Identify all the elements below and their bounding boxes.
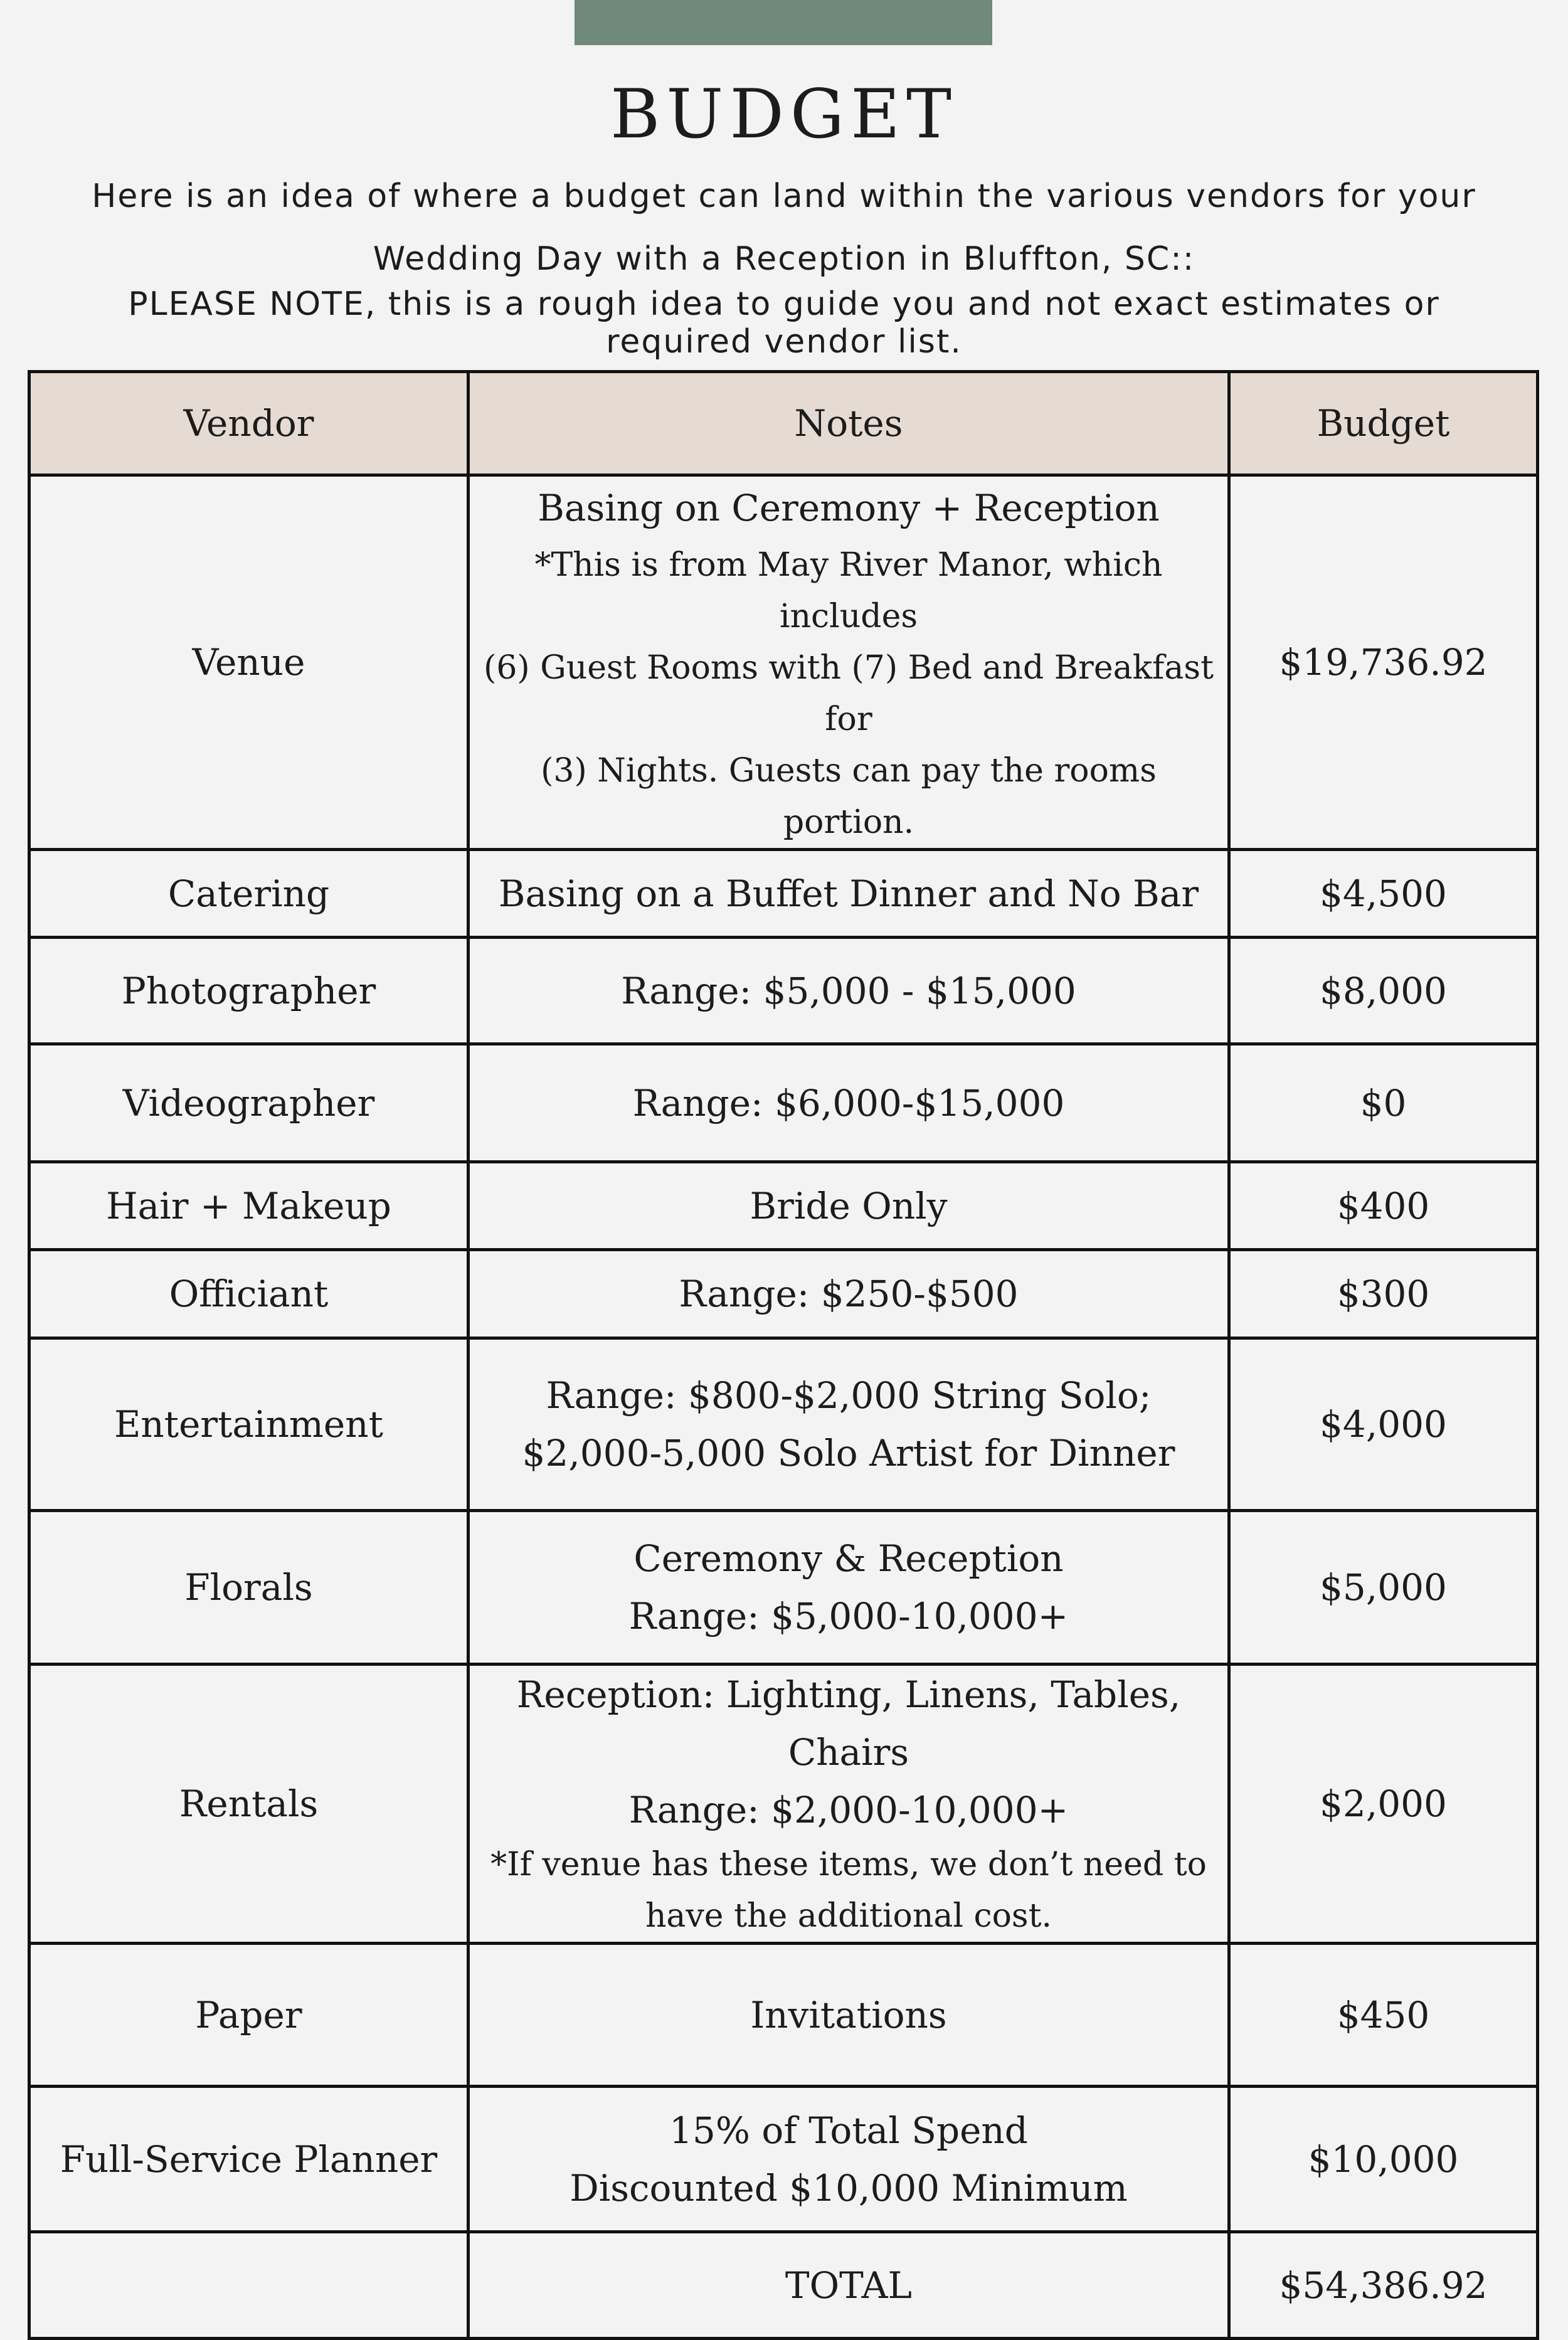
vendor-cell: Paper [29, 1944, 469, 2087]
budget-cell: $5,000 [1229, 1511, 1538, 1665]
budget-cell: $2,000 [1229, 1665, 1538, 1944]
vendor-cell: Hair + Makeup [29, 1162, 469, 1250]
vendor-cell: Officiant [29, 1250, 469, 1338]
vendor-cell: Photographer [29, 938, 469, 1044]
notes-main: Range: $800-$2,000 String Solo; [546, 1374, 1152, 1417]
table-row [29, 1044, 1538, 1162]
notes-cell [469, 1665, 1229, 1944]
notes-detail: (3) Nights. Guests can pay the rooms portion. [541, 752, 1157, 841]
table-row [29, 2087, 1538, 2232]
total-value: $54,386.92 [1229, 2232, 1538, 2339]
total-label: TOTAL [469, 2232, 1229, 2339]
notes-main: Basing on Ceremony + Reception [538, 487, 1160, 529]
table-row [29, 850, 1538, 938]
notes-secondary: Range: $5,000-10,000+ [628, 1595, 1069, 1638]
notes-cell [469, 2087, 1229, 2232]
budget-cell: $10,000 [1229, 2087, 1538, 2232]
table-row [29, 1511, 1538, 1665]
table-row [29, 938, 1538, 1044]
vendor-cell: Venue [29, 475, 469, 850]
table-row [29, 475, 1538, 850]
notes-cell: Basing on a Buffet Dinner and No Bar [469, 850, 1229, 938]
total-empty-cell [29, 2232, 469, 2339]
vendor-cell: Entertainment [29, 1338, 469, 1511]
intro-text-line-2: Wedding Day with a Reception in Bluffton, SC:: [373, 240, 1195, 278]
page-title: BUDGET [610, 75, 958, 154]
budget-cell: $8,000 [1229, 938, 1538, 1044]
table-row [29, 1665, 1538, 1944]
budget-cell: $19,736.92 [1229, 475, 1538, 850]
notes-cell: Range: $5,000 - $15,000 [469, 938, 1229, 1044]
notes-main: Ceremony & Reception [633, 1537, 1064, 1580]
budget-cell: $4,500 [1229, 850, 1538, 938]
vendor-cell: Videographer [29, 1044, 469, 1162]
notes-cell [469, 1338, 1229, 1511]
notes-secondary: $2,000-5,000 Solo Artist for Dinner [522, 1432, 1175, 1474]
table-row [29, 1162, 1538, 1250]
column-header-budget: Budget [1229, 372, 1538, 475]
notes-cell: Range: $250-$500 [469, 1250, 1229, 1338]
notes-cell [469, 1511, 1229, 1665]
notes-cell [469, 475, 1229, 850]
disclaimer-note: PLEASE NOTE, this is a rough idea to guide you and not exact estimates or required vendor list. [128, 285, 1440, 361]
budget-cell: $4,000 [1229, 1338, 1538, 1511]
table-row [29, 1944, 1538, 2087]
notes-detail: *If venue has these items, we don’t need to [490, 1846, 1207, 1883]
notes-cell: Invitations [469, 1944, 1229, 2087]
budget-cell: $300 [1229, 1250, 1538, 1338]
notes-main: 15% of Total Spend [669, 2109, 1028, 2152]
table-header-row [29, 372, 1538, 475]
total-row [29, 2232, 1538, 2339]
vendor-cell: Full-Service Planner [29, 2087, 469, 2232]
notes-secondary: Range: $2,000-10,000+ [628, 1789, 1069, 1831]
column-header-vendor: Vendor [29, 372, 469, 475]
column-header-notes: Notes [469, 372, 1229, 475]
top-accent-bar [575, 0, 992, 45]
budget-cell: $0 [1229, 1044, 1538, 1162]
notes-secondary: Discounted $10,000 Minimum [569, 2166, 1128, 2210]
intro-text-line-1: Here is an idea of where a budget can land within the various vendors for your [92, 177, 1476, 215]
notes-detail: (6) Guest Rooms with (7) Bed and Breakfast for [484, 649, 1214, 738]
vendor-cell: Rentals [29, 1665, 469, 1944]
budget-cell: $450 [1229, 1944, 1538, 2087]
notes-detail: *This is from May River Manor, which includes [534, 546, 1163, 635]
vendor-cell: Florals [29, 1511, 469, 1665]
notes-cell: Range: $6,000-$15,000 [469, 1044, 1229, 1162]
table-row [29, 1338, 1538, 1511]
notes-main: Reception: Lighting, Linens, Tables, Chairs [516, 1673, 1181, 1774]
budget-table [28, 370, 1539, 2340]
notes-cell: Bride Only [469, 1162, 1229, 1250]
vendor-cell: Catering [29, 850, 469, 938]
budget-cell: $400 [1229, 1162, 1538, 1250]
table-row [29, 1250, 1538, 1338]
notes-detail: have the additional cost. [645, 1897, 1052, 1935]
